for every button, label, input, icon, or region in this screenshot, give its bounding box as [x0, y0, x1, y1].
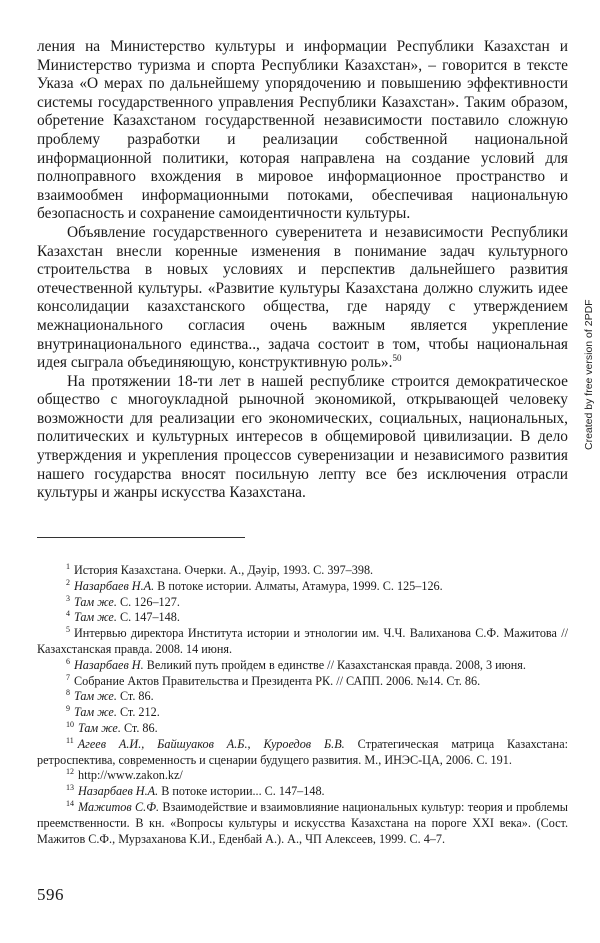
footnote: $^5$ Интервью директора Института истории и этнологии им. Ч.Ч. Валиханова С.Ф. Мажитова // Казахстанская правда. 2008. 14 июня. — [37, 625, 568, 656]
footnote-divider — [37, 537, 245, 538]
main-text — [37, 38, 568, 503]
footnote: $^2$ Назарбаев Н.А. В потоке истории. Алматы, Атамура, 1999. С. 125–126. — [66, 577, 443, 593]
footnote: $^8$ Там же. Ст. 86. — [66, 688, 154, 704]
paragraph-2-text: Объявление государственного суверенитета и независимости Республики Казахстан внесли коренные изменения в понимание задач культурного строительства в новых условиях и перспектив дальнейшего развития отечественной культуры. «Развитие культуры Казахстана должно служить идее консолидации казахстанского общества, где наряду с утверждением межнационального согласия очень важным является укрепление внутринационального единства.., задача состоит в том, чтобы национальная идея сыграла объединяющую, конструктивную роль». — [37, 223, 568, 372]
footnote: $^{10}$ Там же. Ст. 86. — [66, 719, 158, 735]
footnote: $^7$ Собрание Актов Правительства и Президента РК. // САПП. 2006. №14. Ст. 86. — [66, 672, 481, 688]
footnote: $^{13}$ Назарбаев Н.А. В потоке истории... С. 147–148. — [66, 783, 325, 799]
paragraph-2 — [37, 224, 568, 373]
footnote: $^1$ История Казахстана. Очерки. А., Дәуір, 1993. С. 397–398. — [66, 561, 374, 577]
footnote: $^{14}$ Мажитов С.Ф. Взаимодействие и взаимовлияние национальных культур: теория и проблемы преемственности. В кн. «Вопросы культуры и искусства Казахстана на пороге XXI века». (Сост. Мажитов С.Ф., Мурзаханова К.И., Еденбай А.). А., ЧП Алексеев, 1999. С. 4–7. — [37, 798, 568, 846]
paragraph-3: На протяжении 18-ти лет в нашей республике строится демократическое общество с многоукладной рыночной экономикой, открывающей человеку возможности для реализации его экономических, социальных, национальных, политических и культурных интересов в общемировой цивилизации. В дело утверждения и укрепления процессов суверенизации и независимого развития нашего государства вносят посильную лепту все без исключения отрасли культуры и жанры искусства Казахстана. — [37, 372, 568, 502]
footnote: $^{12}$ http://www.zakon.kz/ — [66, 767, 183, 783]
footnote: $^6$ Назарбаев Н. Великий путь пройдем в единстве // Казахстанская правда. 2008, 3 июня. — [66, 656, 526, 672]
page-number: 596 — [37, 885, 64, 904]
footnote-ref-50: 50 — [392, 352, 402, 363]
footnote: $^9$ Там же. Ст. 212. — [66, 704, 160, 720]
footnotes — [37, 563, 568, 847]
paragraph-1: ления на Министерство культуры и информации Республики Казахстан и Министерство туризма и спорта Республики Казахстан», – говорится в тексте Указа «О мерах по дальнейшему упорядочению и повышению эффективности системы государственного управления Республики Казахстан». Таким образом, обретение Казахстаном государственной независимости поставило сложную проблему разработки и реализации собственной национальной информационной политики, которая направлена на создание условий для полноправного вхождения в мировое информационное пространство и взаимообмен информационными потоками, обеспечивая национальную безопасность и сохранение самоидентичности культуры. — [37, 38, 568, 223]
watermark-text: Created by free version of 2PDF — [583, 299, 595, 450]
footnote: $^{11}$ Агеев А.И., Байшуаков А.Б., Куроедов Б.В. Стратегическая матрица Казахстана: ретроспектива, современность и сценарии будущего развития. М., ИНЭС-ЦА, 2006. С. 191. — [37, 735, 569, 767]
footnote: $^3$ Там же. С. 126–127. — [66, 593, 180, 609]
footnote: $^4$ Там же. С. 147–148. — [66, 609, 180, 625]
